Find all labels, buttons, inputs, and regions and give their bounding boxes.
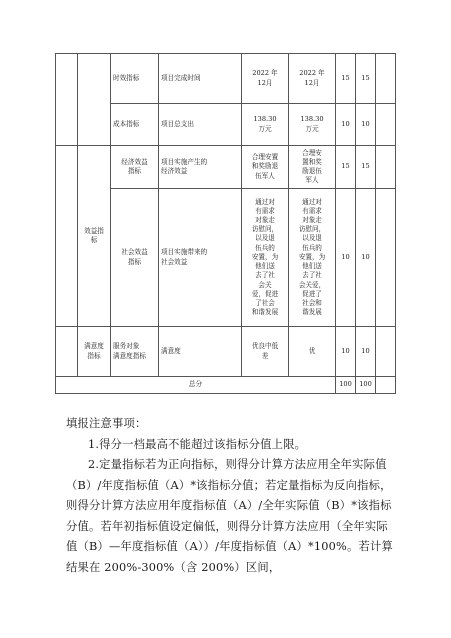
actual-value-cell: 通过对 有需求 对象走 访慰问， 以及退 伍兵的 安置，为 他们送 去了社 会关爱， 促进了 社会和 谐发展 [289, 189, 336, 327]
weight-cell: 10 [336, 189, 356, 327]
note-cell [376, 54, 396, 104]
score-cell: 15 [356, 54, 376, 104]
score-cell: 10 [356, 327, 376, 377]
score-cell: 10 [356, 104, 376, 146]
filling-notes [66, 414, 396, 578]
weight-cell: 15 [336, 54, 356, 104]
target-value-cell: 合理安置 和奖励退 伍军人 [242, 146, 289, 189]
table-row [56, 327, 396, 377]
level2-indicator-cell: 经济效益 指标 [111, 146, 159, 189]
level3-indicator-cell: 项目完成时间 [159, 54, 242, 104]
weight-cell: 10 [336, 104, 356, 146]
notes-title: 填报注意事项： [66, 417, 147, 430]
total-row [56, 377, 396, 394]
performance-table [55, 53, 396, 394]
actual-value-cell: 合理安 置和奖 励退伍 军人 [289, 146, 336, 189]
note-cell [376, 146, 396, 189]
level3-indicator-cell: 项目实施产生的 经济效益 [159, 146, 242, 189]
level3-indicator-cell: 项目总支出 [159, 104, 242, 146]
benefit-indicator-label: 效益指 标 [78, 146, 111, 327]
score-cell: 15 [356, 146, 376, 189]
level2-indicator-cell: 服务对象 满意度指标 [111, 327, 159, 377]
empty-cell [56, 146, 78, 327]
score-cell: 10 [356, 189, 376, 327]
note-cell [376, 377, 396, 394]
level1-sub-cell [78, 54, 111, 146]
total-score: 100 [356, 377, 376, 394]
empty-cell [56, 327, 78, 377]
target-value-cell: 通过对 有需求 对象走 访慰问， 以及退 伍兵的 安置，为 他们送 去了社 会关 爱，促进 了社会 和谐发展 [242, 189, 289, 327]
level3-indicator-cell: 满意度 [159, 327, 242, 377]
level2-indicator-cell: 成本指标 [111, 104, 159, 146]
weight-cell: 10 [336, 327, 356, 377]
note-cell [376, 327, 396, 377]
target-value-cell: 138.30 万元 [242, 104, 289, 146]
total-weight: 100 [336, 377, 356, 394]
table-row [56, 146, 396, 189]
target-value-cell: 2022 年 12月 [242, 54, 289, 104]
actual-value-cell: 优 [289, 327, 336, 377]
level2-indicator-cell: 时效指标 [111, 54, 159, 104]
satisfaction-indicator-label: 满意度 指标 [78, 327, 111, 377]
note-item-2: 2.定量指标若为正向指标，则得分计算方法应用全年实际值（B）/年度指标值（A）*该指标分值；若定量指标为反向指标，则得分计算方法应用年度指标值（A）/全年实际值（B）*该指标分值。若年初指标值设定偏低，则得分计算方法应用（全年实际值（B）—年度指标值（A））/年度指标值（A）*100%。若计算结果在 200%-300%（含 200%）区间， [66, 458, 393, 574]
total-label: 总分 [56, 377, 336, 394]
target-value-cell: 优良中低 差 [242, 327, 289, 377]
actual-value-cell: 138.30 万元 [289, 104, 336, 146]
note-item-1: 1.得分一档最高不能超过该指标分值上限。 [88, 437, 307, 451]
note-cell [376, 189, 396, 327]
actual-value-cell: 2022 年 12月 [289, 54, 336, 104]
level2-indicator-cell: 社会效益 指标 [111, 189, 159, 327]
note-cell [376, 104, 396, 146]
level3-indicator-cell: 项目实施带来的 社会效益 [159, 189, 242, 327]
level1-cell [56, 54, 78, 146]
weight-cell: 15 [336, 146, 356, 189]
table-row [56, 54, 396, 104]
